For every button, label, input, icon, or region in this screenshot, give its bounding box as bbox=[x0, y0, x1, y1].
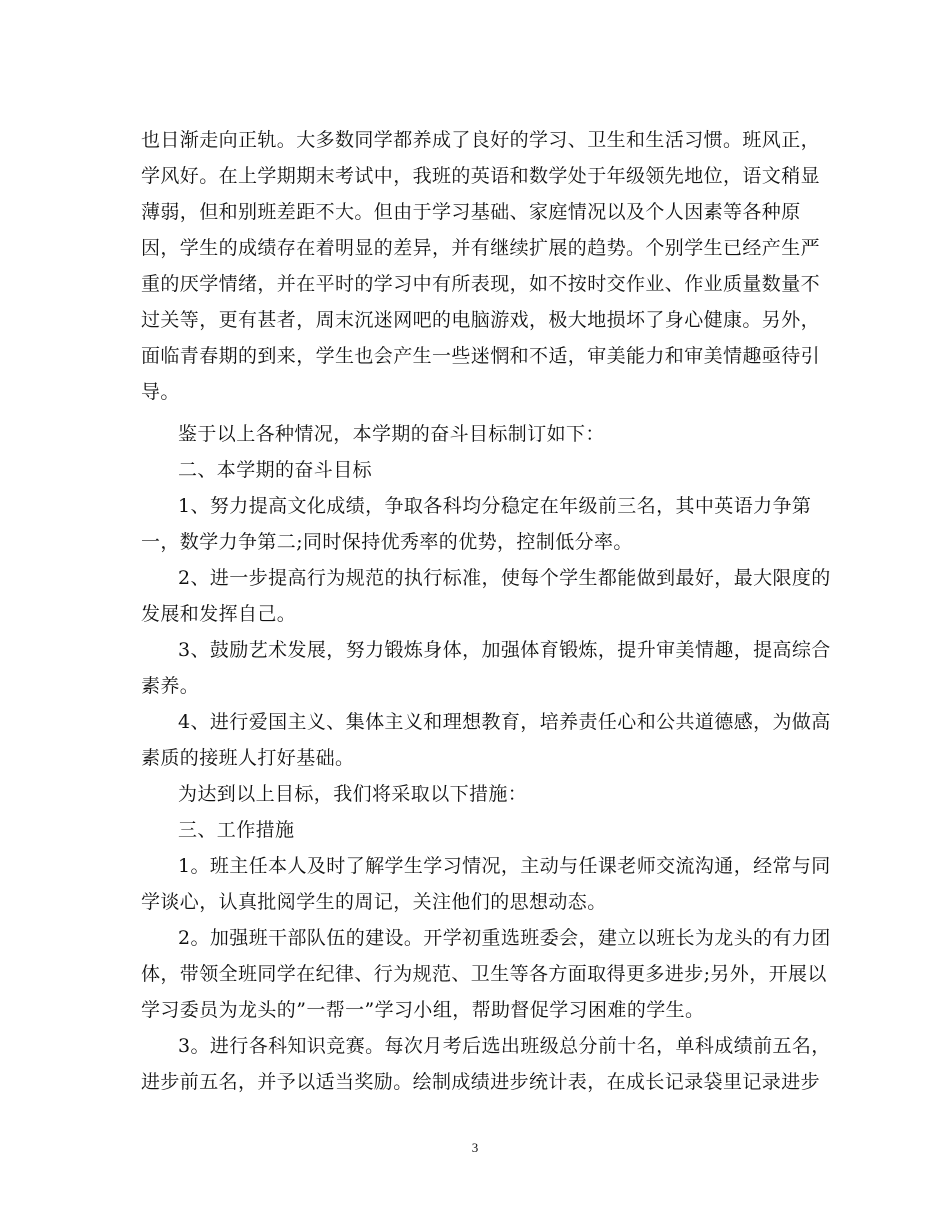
page-number: 3 bbox=[471, 1140, 479, 1155]
text-line: 发展和发挥自己。 bbox=[141, 603, 297, 625]
text-line: 学谈心，认真批阅学生的周记，关注他们的思想动态。 bbox=[141, 891, 607, 913]
text-line: 一，数学力争第二;同时保持优秀率的优势，控制低分率。 bbox=[141, 531, 633, 553]
text-line: 学风好。在上学期期末考试中，我班的英语和数学处于年级领先地位，语文稍显 bbox=[141, 165, 821, 187]
text-line: 因，学生的成绩存在着明显的差异，并有继续扩展的趋势。个别学生已经产生严 bbox=[141, 237, 821, 259]
text-line: 学习委员为龙头的”一帮一”学习小组，帮助督促学习困难的学生。 bbox=[141, 999, 705, 1021]
section-heading: 二、本学期的奋斗目标 bbox=[178, 459, 373, 481]
text-line: 素养。 bbox=[141, 675, 200, 697]
text-line: 为达到以上目标，我们将采取以下措施： bbox=[178, 783, 528, 805]
text-line: 1、努力提高文化成绩，争取各科均分稳定在年级前三名，其中英语力争第 bbox=[178, 495, 812, 517]
text-line: 面临青春期的到来，学生也会产生一些迷惘和不适，审美能力和审美情趣亟待引 bbox=[141, 345, 821, 367]
text-line: 素质的接班人打好基础。 bbox=[141, 747, 355, 769]
text-line: 1。班主任本人及时了解学生学习情况，主动与任课老师交流沟通，经常与同 bbox=[178, 855, 831, 877]
text-line: 也日渐走向正轨。大多数同学都养成了良好的学习、卫生和生活习惯。班风正， bbox=[141, 129, 821, 151]
text-line: 3、鼓励艺术发展，努力锻炼身体，加强体育锻炼，提升审美情趣，提高综合 bbox=[178, 639, 831, 661]
text-line: 2、进一步提高行为规范的执行标准，使每个学生都能做到最好，最大限度的 bbox=[178, 567, 831, 589]
text-line: 4、进行爱国主义、集体主义和理想教育，培养责任心和公共道德感，为做高 bbox=[178, 711, 831, 733]
section-heading: 三、工作措施 bbox=[178, 819, 295, 841]
text-line: 过关等，更有甚者，周末沉迷网吧的电脑游戏，极大地损坏了身心健康。另外， bbox=[141, 309, 821, 331]
text-line: 鉴于以上各种情况，本学期的奋斗目标制订如下： bbox=[178, 423, 605, 445]
text-line: 进步前五名，并予以适当奖励。绘制成绩进步统计表，在成长记录袋里记录进步 bbox=[141, 1071, 821, 1093]
text-line: 体，带领全班同学在纪律、行为规范、卫生等各方面取得更多进步;另外，开展以 bbox=[141, 963, 827, 985]
text-line: 2。加强班干部队伍的建设。开学初重选班委会，建立以班长为龙头的有力团 bbox=[178, 927, 831, 949]
text-line: 导。 bbox=[141, 381, 180, 403]
text-line: 3。进行各科知识竞赛。每次月考后选出班级总分前十名，单科成绩前五名， bbox=[178, 1035, 831, 1057]
text-line: 重的厌学情绪，并在平时的学习中有所表现，如不按时交作业、作业质量数量不 bbox=[141, 273, 821, 295]
text-line: 薄弱，但和别班差距不大。但由于学习基础、家庭情况以及个人因素等各种原 bbox=[141, 201, 801, 223]
